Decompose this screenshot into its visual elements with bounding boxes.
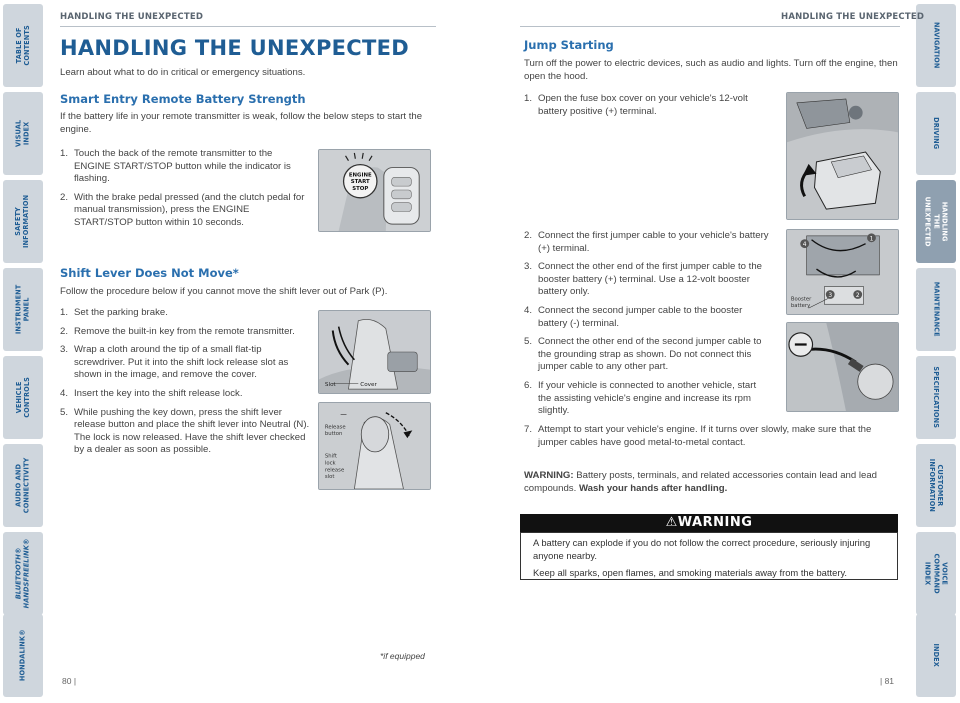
tab-specifications[interactable] [916,356,956,439]
tab-bluetooth-handsfreelink[interactable] [3,532,43,615]
remote-battery-intro: If the battery life in your remote transmitter is weak, follow the below steps to start the engine. [60,111,423,135]
list-item: 2. Connect the first jumper cable to your vehicle's battery (+) terminal. [524,230,769,254]
booster-battery-label: Booster battery [790,296,812,310]
tab-label: NAVIGATION [932,22,942,69]
left-page-number: 80 | [62,676,77,686]
slot-label: Slot [324,382,336,389]
start-stop-label: ENGINE [348,172,372,179]
tab-customer-information[interactable] [916,444,956,527]
tab-label: CUSTOMER INFORMATION [928,458,946,513]
fuse-box-cover-photo [786,92,899,220]
tab-label: SAFETY INFORMATION [13,194,32,249]
warning-line: Keep all sparks, open flames, and smoking materials away from the battery. [533,567,848,578]
shift-lever-steps [60,307,310,463]
right-page-number: | 81 [880,676,895,686]
right-running-head: HANDLING THE UNEXPECTED [781,12,925,22]
tab-maintenance[interactable] [916,268,956,351]
jumper-cable-connection-photo [786,229,899,315]
left-header-rule [60,26,436,27]
jump-step-7 [524,424,899,455]
tab-safety-information[interactable] [3,180,43,263]
warning-note-bold: Wash your hands after handling. [578,483,728,494]
shift-slot-cover-photo [318,310,431,394]
release-button-label: Release button [324,424,346,438]
warning-note-label: WARNING: [524,470,574,481]
right-header-rule [520,26,900,27]
list-item: 1. Touch the back of the remote transmitter to the ENGINE START/STOP button while the indicator is flashing. [60,148,291,185]
tab-index[interactable] [916,614,956,697]
tab-label: DRIVING [932,117,942,150]
tab-handling-the-unexpected[interactable] [916,180,956,263]
tab-vehicle-controls[interactable] [3,356,43,439]
tab-label: INDEX [932,643,942,668]
marker-1: 1 [869,236,874,243]
marker-2: 2 [855,292,860,299]
warning-line: A battery can explode if you do not follow the correct procedure, seriously injuring anyone nearby. [533,537,871,561]
tab-label: AUDIO AND CONNECTIVITY [13,457,31,514]
tab-voice-command-index[interactable] [916,532,956,615]
tab-label: TABLE OF CONTENTS [13,25,32,66]
engine-start-stop-photo [318,149,431,232]
list-item: 5. Connect the other end of the second jumper cable to the grounding strap as shown. Do not connect this jumper cable to any other part. [524,336,762,373]
tab-label: VOICE COMMAND INDEX [923,553,950,594]
tab-audio-connectivity[interactable] [3,444,43,527]
lead-warning-note [524,469,900,495]
jump-steps-2-6 [524,230,772,424]
list-item: 3. Connect the other end of the first jumper cable to the booster battery (+) terminal. Use a 12-volt booster battery only. [524,261,762,298]
warning-triangle-icon: ⚠ [665,515,678,530]
footnote: *if equipped [380,651,425,661]
left-section-tabs [0,0,47,703]
marker-4: 4 [802,242,807,249]
tab-driving[interactable] [916,92,956,175]
start-stop-label: STOP [352,186,369,193]
page-lead: Learn about what to do in critical or emergency situations. [60,67,306,78]
list-item: 7. Attempt to start your vehicle's engine. If it turns over slowly, make sure that the jumper cables have good metal-to-metal contact. [524,424,872,448]
tab-label: MAINTENANCE [932,282,942,337]
warning-note-text: Battery posts, terminals, and related accessories contain lead and lead compounds. [524,470,878,494]
shift-lever-intro: Follow the procedure below if you cannot move the shift lever out of Park (P). [60,286,388,297]
list-item: 2. With the brake pedal pressed (and the clutch pedal for manual transmission), press the ENGINE START/STOP button within 10 seconds. [60,191,305,228]
left-running-head: HANDLING THE UNEXPECTED [60,12,204,22]
tab-label: SPECIFICATIONS [932,366,942,429]
right-section-tabs [913,0,960,703]
tab-table-of-contents[interactable] [3,4,43,87]
jump-step-1 [524,93,772,124]
list-item: 4. Connect the second jumper cable to the booster battery (-) terminal. [524,304,743,329]
shift-release-button-photo [318,402,431,490]
list-item: 4. Insert the key into the shift release lock. [60,387,243,399]
warning-box-title: ⚠WARNING [520,514,898,532]
list-item: 1. Open the fuse box cover on your vehicle's 12-volt battery positive (+) terminal. [524,93,748,117]
list-item: 1. Set the parking brake. [60,307,168,318]
tab-label: HONDALINK® [17,629,27,682]
start-stop-label: START [350,179,370,186]
warning-box [520,532,898,580]
list-item: 2. Remove the built-in key from the remote transmitter. [60,325,295,337]
cover-label: Cover [360,382,377,389]
tab-instrument-panel[interactable] [3,268,43,351]
page-title: HANDLING THE UNEXPECTED [60,36,410,60]
tab-label: HANDLING THE UNEXPECTED [923,196,950,247]
list-item: 6. If your vehicle is connected to another vehicle, start the assisting vehicle's engine and increase its rpm slightly. [524,379,757,417]
shift-lock-release-slot-label: Shift lock release slot [324,453,345,481]
jump-starting-intro: Turn off the power to electric devices, such as audio and lights. Turn off the engine, then open the hood. [524,58,898,82]
tab-label: BLUETOOTH® HANDSFREELINK® [13,538,31,609]
tab-label: INSTRUMENT PANEL [13,284,31,335]
tab-visual-index[interactable] [3,92,43,175]
marker-3: 3 [828,292,833,299]
grounding-strap-photo [786,322,899,412]
tab-label: VISUAL INDEX [13,119,31,148]
section-heading-shift-lever: Shift Lever Does Not Move* [60,266,239,280]
tab-label: VEHICLE CONTROLS [13,377,31,418]
list-item: 5. While pushing the key down, press the shift lever release button and place the shift lever into Neutral (N). The lock is now released. Have the shift lever checked by a dealer as soon as possible. [60,406,310,456]
remote-battery-steps [60,148,306,236]
list-item: 3. Wrap a cloth around the tip of a small flat-tip screwdriver. Put it into the shift lock release slot as shown in the image, and remove the cover. [60,344,289,381]
section-heading-jump-starting: Jump Starting [524,38,614,52]
tab-hondalink[interactable] [3,614,43,697]
section-heading-remote-battery: Smart Entry Remote Battery Strength [60,92,306,106]
